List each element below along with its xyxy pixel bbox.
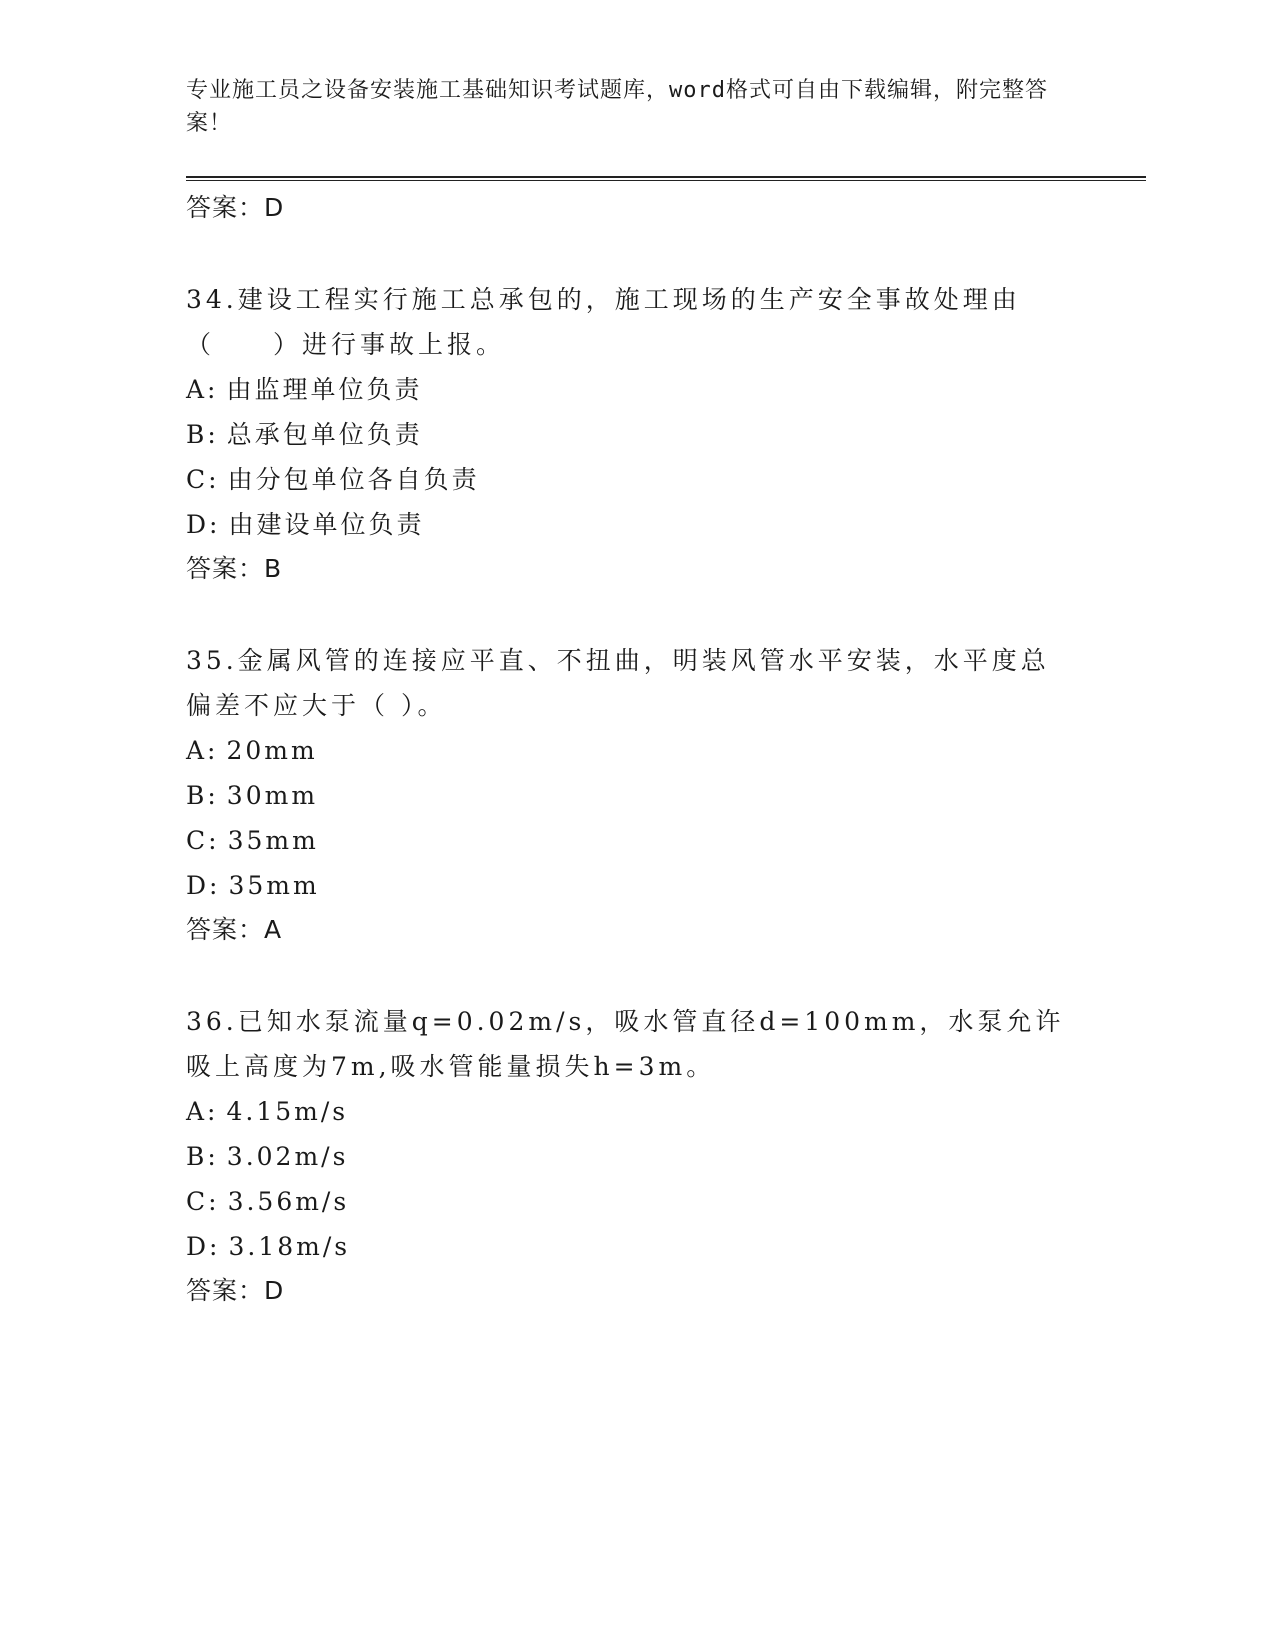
option-text: 3.18m/s [228, 1232, 351, 1261]
answer-label: 答案：B [186, 554, 283, 583]
option-b [186, 412, 1086, 457]
question-stem: 36.已知水泵流量q=0.02m/s，吸水管直径d=100mm，水泵允许吸上高度为7m,吸水管能量损失h=3m。 [186, 1007, 1065, 1081]
option-letter: A: [186, 375, 219, 404]
option-text: 总承包单位负责 [226, 420, 423, 449]
option-text: 由分包单位各自负责 [227, 465, 480, 494]
option-text: 20mm [226, 736, 318, 765]
question-stem: 35.金属风管的连接应平直、不扭曲，明装风管水平安装，水平度总偏差不应大于（ ）。 [186, 646, 1050, 720]
option-text: 由建设单位负责 [228, 510, 425, 539]
question-34 [186, 277, 1086, 591]
answer-label: 答案：D [186, 1276, 285, 1305]
question-35 [186, 638, 1086, 952]
option-letter: D: [186, 871, 221, 900]
question-36 [186, 999, 1086, 1313]
answer-label: 答案：A [186, 915, 283, 944]
option-text: 30mm [226, 781, 319, 810]
question-stem: 34.建设工程实行施工总承包的，施工现场的生产安全事故处理由（ ）进行事故上报。 [186, 285, 1021, 359]
option-text: 由监理单位负责 [226, 375, 423, 404]
option-c [186, 818, 1086, 863]
option-b [186, 1134, 1086, 1179]
option-text: 35mm [227, 826, 319, 855]
option-letter: A: [186, 736, 219, 765]
option-letter: B: [186, 1142, 219, 1171]
document-header: 专业施工员之设备安装施工基础知识考试题库，word格式可自由下载编辑，附完整答案！ [186, 78, 1048, 136]
option-a [186, 728, 1086, 773]
option-letter: C: [186, 465, 220, 494]
option-d [186, 502, 1086, 547]
option-letter: C: [186, 826, 220, 855]
option-text: 3.02m/s [226, 1142, 349, 1171]
option-letter: A: [186, 1097, 219, 1126]
option-letter: B: [186, 420, 219, 449]
option-text: 4.15m/s [226, 1097, 349, 1126]
option-letter: D: [186, 1232, 221, 1261]
option-letter: C: [186, 1187, 220, 1216]
option-a [186, 367, 1086, 412]
option-d [186, 1224, 1086, 1269]
option-a [186, 1089, 1086, 1134]
option-c [186, 1179, 1086, 1224]
option-letter: B: [186, 781, 219, 810]
header-divider [186, 176, 1146, 181]
previous-answer: 答案：D [186, 193, 285, 222]
option-c [186, 457, 1086, 502]
option-b [186, 773, 1086, 818]
question-list [186, 186, 1086, 1313]
option-letter: D: [186, 510, 221, 539]
option-text: 3.56m/s [227, 1187, 350, 1216]
option-text: 35mm [228, 871, 320, 900]
option-d [186, 863, 1086, 908]
